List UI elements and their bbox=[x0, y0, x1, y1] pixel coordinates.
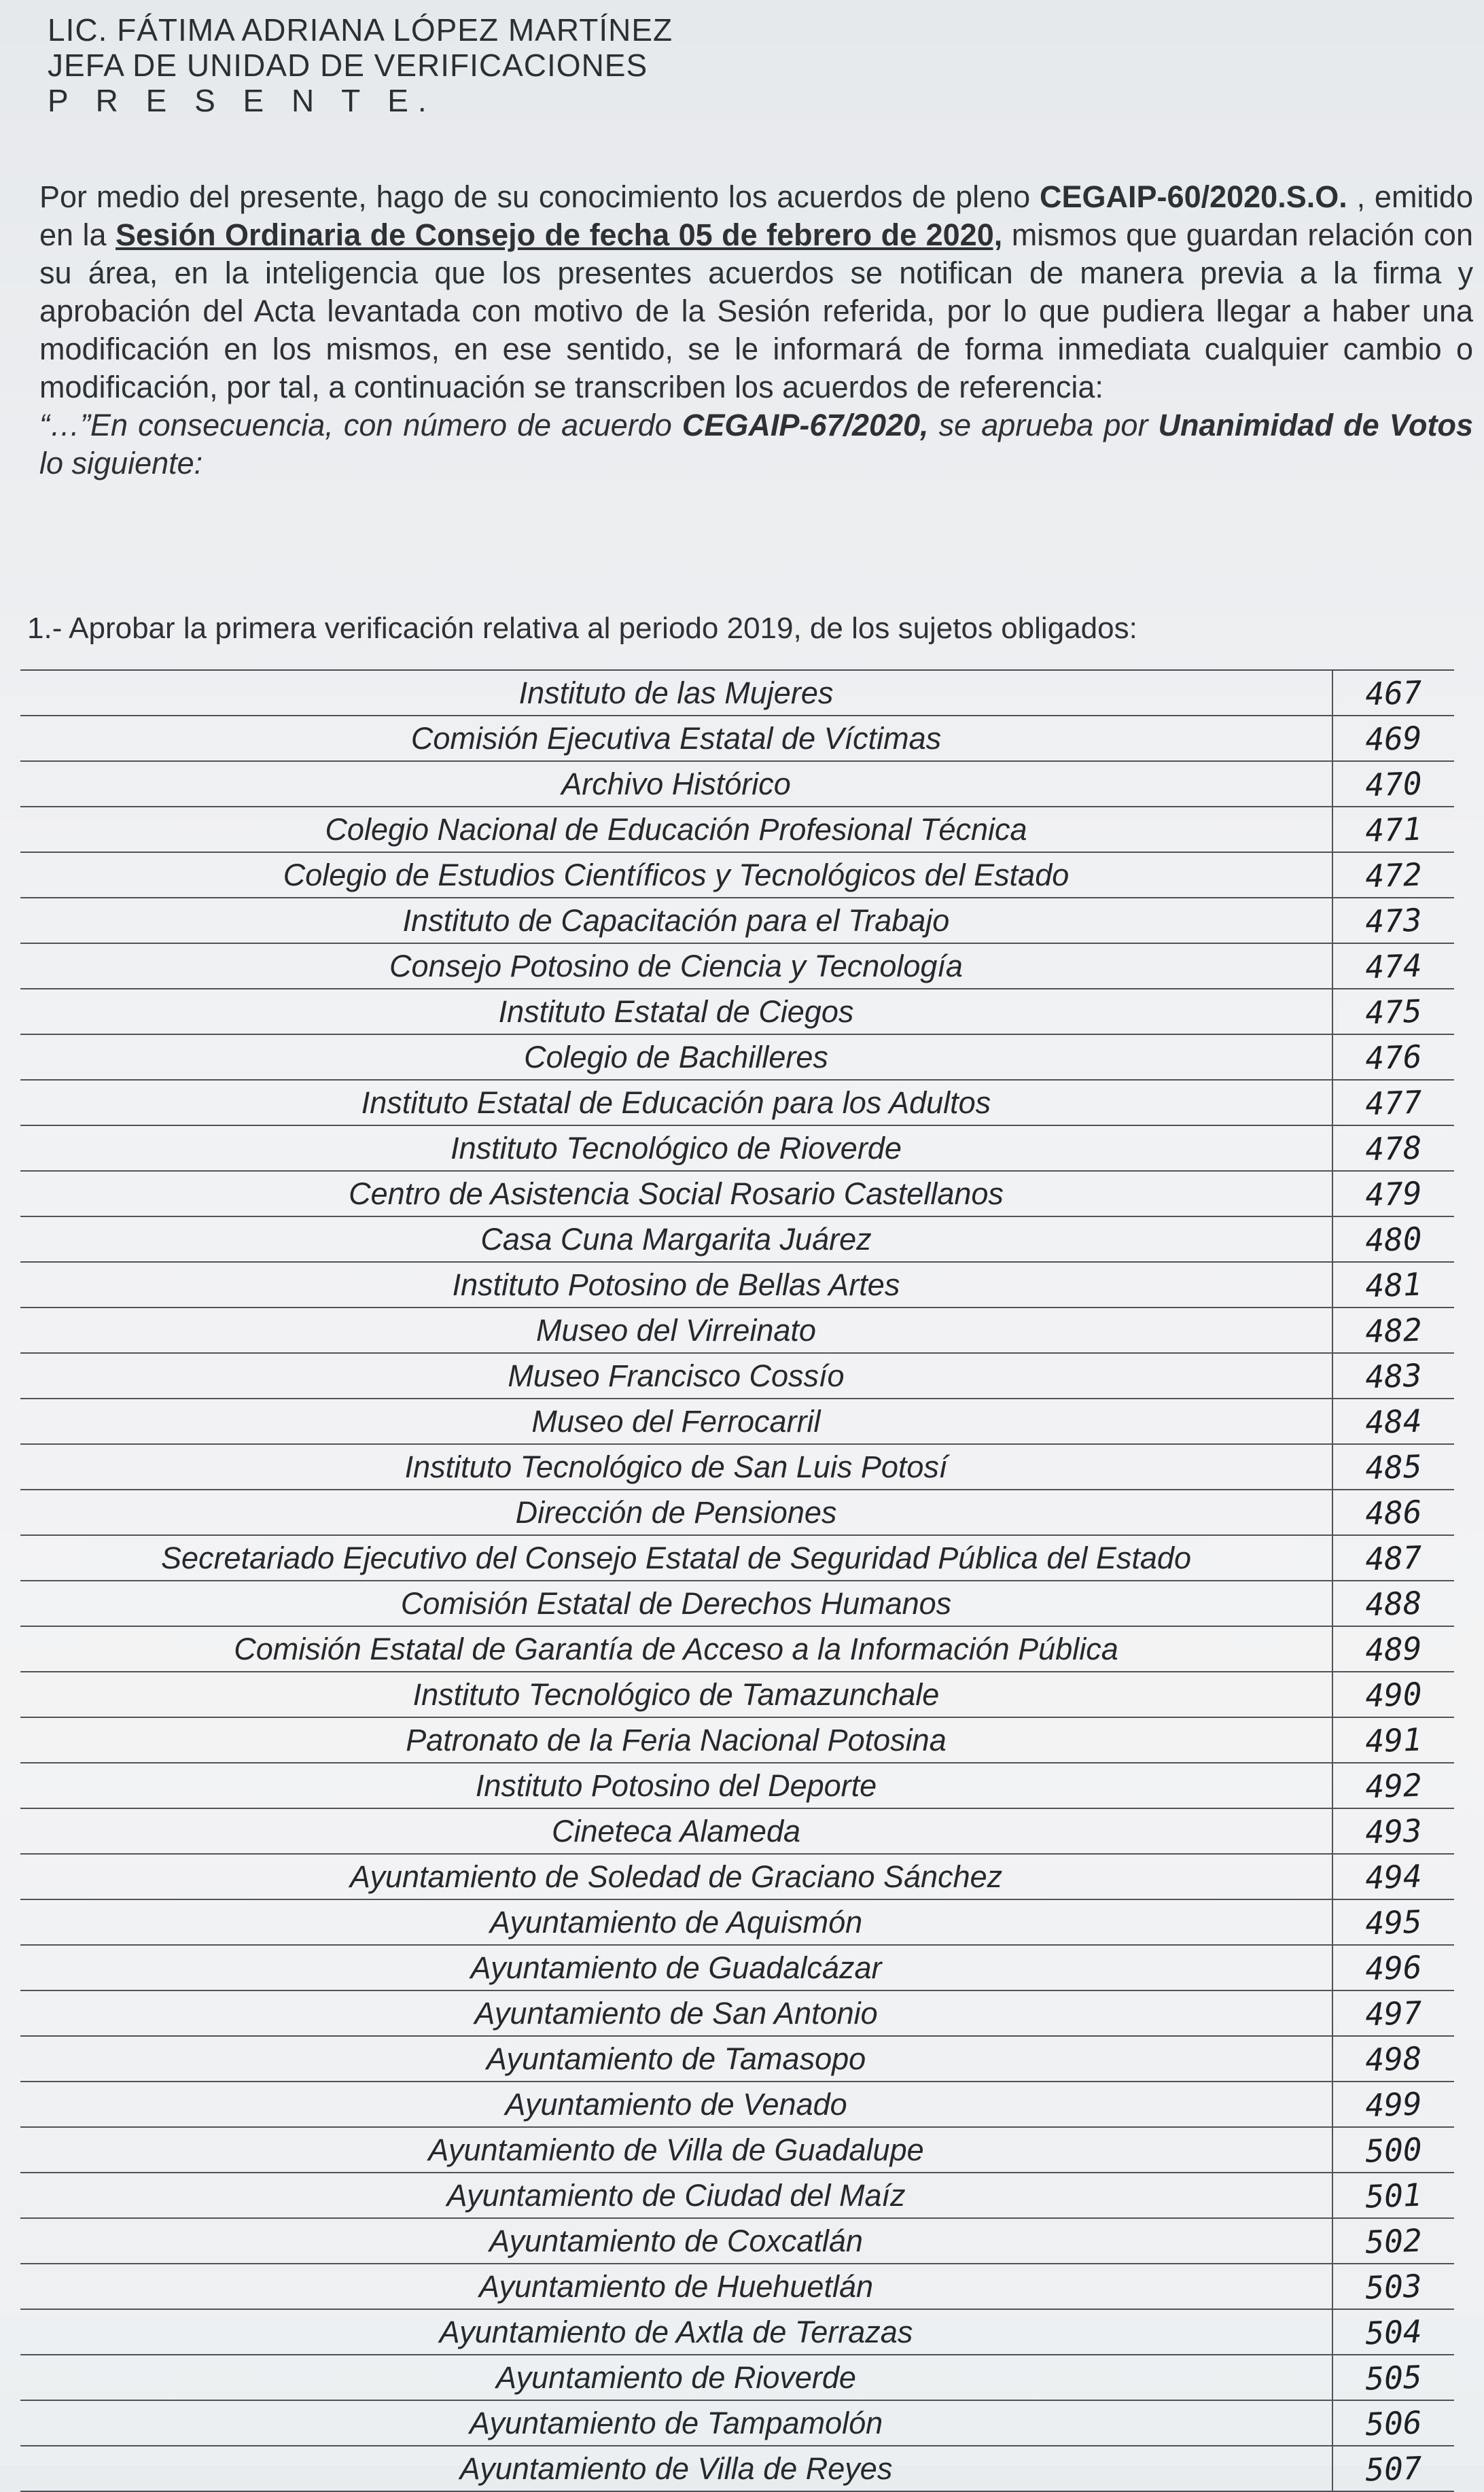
subject-name: Comisión Estatal de Derechos Humanos bbox=[20, 1581, 1333, 1626]
handwritten-number: 505 bbox=[1364, 2358, 1423, 2397]
handwritten-number: 498 bbox=[1364, 2039, 1423, 2078]
table-row bbox=[20, 2264, 1454, 2310]
subject-name: Ayuntamiento de Soledad de Graciano Sánchez bbox=[20, 1855, 1333, 1899]
handwritten-number: 487 bbox=[1364, 1539, 1423, 1577]
table-row bbox=[20, 762, 1454, 807]
table-row bbox=[20, 1217, 1454, 1263]
presente-label: P R E S E N T E. bbox=[48, 83, 436, 118]
handwritten-number: 484 bbox=[1364, 1402, 1423, 1441]
table-row bbox=[20, 2128, 1454, 2173]
handwritten-number: 481 bbox=[1364, 1265, 1423, 1304]
p1-text-a: Por medio del presente, hago de su conocimiento los acuerdos de pleno bbox=[39, 179, 1040, 214]
subject-name: Ayuntamiento de Axtla de Terrazas bbox=[20, 2310, 1333, 2354]
subject-name: Museo Francisco Cossío bbox=[20, 1354, 1333, 1398]
table-row bbox=[20, 1354, 1454, 1399]
subject-name: Ayuntamiento de Villa de Guadalupe bbox=[20, 2128, 1333, 2172]
subject-name: Museo del Virreinato bbox=[20, 1308, 1333, 1352]
handwritten-number: 506 bbox=[1364, 2404, 1423, 2442]
p1-text-e: mismos que guardan relación con su área, en la inteligencia que los presentes acuerdos se notifican de manera previa a la firma y aprobación del Acta levantada con motivo de la Sesión referida, por lo que pudiera llegar a haber una modificación en los mismos, en ese sentido, se le informará de forma inmediata cualquier cambio o modificación, por tal, a continuación se transcriben los acuerdos de referencia: bbox=[39, 217, 1473, 404]
table-row bbox=[20, 807, 1454, 853]
subject-name: Museo del Ferrocarril bbox=[20, 1399, 1333, 1443]
table-row bbox=[20, 1946, 1454, 1991]
handwritten-number: 478 bbox=[1364, 1129, 1423, 1168]
handwritten-number: 480 bbox=[1364, 1220, 1423, 1259]
handwritten-number: 482 bbox=[1364, 1311, 1423, 1350]
handwritten-number: 485 bbox=[1364, 1447, 1423, 1486]
subject-name: Instituto Potosino de Bellas Artes bbox=[20, 1263, 1333, 1307]
unanimity-label: Unanimidad de Votos bbox=[1158, 408, 1473, 442]
handwritten-number: 492 bbox=[1364, 1766, 1423, 1805]
handwritten-number: 490 bbox=[1364, 1675, 1423, 1714]
subject-name: Instituto de las Mujeres bbox=[20, 671, 1333, 715]
table-row bbox=[20, 1855, 1454, 1900]
handwritten-number: 477 bbox=[1364, 1083, 1423, 1122]
table-row bbox=[20, 716, 1454, 762]
subject-name: Instituto de Capacitación para el Trabajo bbox=[20, 898, 1333, 943]
paragraph-notice bbox=[39, 178, 1473, 406]
subject-name: Colegio de Estudios Científicos y Tecnológicos del Estado bbox=[20, 853, 1333, 897]
session-date: Sesión Ordinaria de Consejo de fecha 05 de febrero de 2020, bbox=[116, 217, 1003, 252]
handwritten-number: 467 bbox=[1364, 673, 1423, 712]
subject-name: Comisión Estatal de Garantía de Acceso a la Información Pública bbox=[20, 1627, 1333, 1671]
obligated-subjects-table bbox=[20, 669, 1454, 2492]
handwritten-number: 504 bbox=[1364, 2313, 1423, 2351]
table-row bbox=[20, 1399, 1454, 1445]
handwritten-number: 497 bbox=[1364, 1994, 1423, 2033]
subject-name: Consejo Potosino de Ciencia y Tecnología bbox=[20, 944, 1333, 988]
subject-name: Colegio Nacional de Educación Profesional Técnica bbox=[20, 807, 1333, 852]
handwritten-number: 495 bbox=[1364, 1903, 1423, 1942]
table-row bbox=[20, 1718, 1454, 1763]
subject-name: Casa Cuna Margarita Juárez bbox=[20, 1217, 1333, 1261]
handwritten-number: 499 bbox=[1364, 2085, 1423, 2124]
subject-name: Ayuntamiento de Huehuetlán bbox=[20, 2264, 1333, 2309]
subject-name: Instituto Estatal de Ciegos bbox=[20, 989, 1333, 1034]
table-row bbox=[20, 1126, 1454, 1172]
subject-name: Archivo Histórico bbox=[20, 762, 1333, 806]
table-row bbox=[20, 1308, 1454, 1354]
table-row bbox=[20, 1581, 1454, 1627]
p1-text-c: , emitido en la bbox=[39, 179, 1473, 252]
subject-name: Instituto Estatal de Educación para los Adultos bbox=[20, 1081, 1333, 1125]
handwritten-number: 503 bbox=[1364, 2267, 1423, 2306]
table-row bbox=[20, 1763, 1454, 1809]
table-row bbox=[20, 2037, 1454, 2082]
table-row bbox=[20, 1672, 1454, 1718]
subject-name: Dirección de Pensiones bbox=[20, 1490, 1333, 1534]
subject-name: Instituto Potosino del Deporte bbox=[20, 1763, 1333, 1808]
subject-name: Ayuntamiento de Villa de Reyes bbox=[20, 2446, 1333, 2491]
agreement-number: CEGAIP-60/2020.S.O. bbox=[1040, 179, 1347, 214]
subject-name: Ayuntamiento de Coxcatlán bbox=[20, 2219, 1333, 2263]
handwritten-number: 486 bbox=[1364, 1493, 1423, 1532]
handwritten-number: 479 bbox=[1364, 1174, 1423, 1213]
subject-name: Ayuntamiento de Tamasopo bbox=[20, 2037, 1333, 2081]
handwritten-number: 507 bbox=[1364, 2449, 1423, 2488]
table-row bbox=[20, 1490, 1454, 1536]
table-row bbox=[20, 1263, 1454, 1308]
subject-name: Secretariado Ejecutivo del Consejo Estatal de Seguridad Pública del Estado bbox=[20, 1536, 1333, 1580]
table-row bbox=[20, 671, 1454, 716]
table-row bbox=[20, 1035, 1454, 1081]
handwritten-number: 488 bbox=[1364, 1584, 1423, 1623]
subject-name: Instituto Tecnológico de Rioverde bbox=[20, 1126, 1333, 1170]
handwritten-number: 472 bbox=[1364, 856, 1423, 894]
handwritten-number: 500 bbox=[1364, 2130, 1423, 2169]
subject-name: Ayuntamiento de Tampamolón bbox=[20, 2401, 1333, 2445]
table-row bbox=[20, 2219, 1454, 2264]
subject-name: Instituto Tecnológico de San Luis Potosí bbox=[20, 1445, 1333, 1489]
table-row bbox=[20, 1081, 1454, 1126]
subject-name: Ayuntamiento de Rioverde bbox=[20, 2355, 1333, 2400]
subject-name: Ayuntamiento de San Antonio bbox=[20, 1991, 1333, 2035]
subject-name: Colegio de Bachilleres bbox=[20, 1035, 1333, 1079]
handwritten-number: 493 bbox=[1364, 1812, 1423, 1850]
table-row bbox=[20, 898, 1454, 944]
handwritten-number: 501 bbox=[1364, 2176, 1423, 2215]
table-row bbox=[20, 944, 1454, 989]
table-row bbox=[20, 2173, 1454, 2219]
subject-name: Cineteca Alameda bbox=[20, 1809, 1333, 1853]
table-row bbox=[20, 1445, 1454, 1490]
table-row bbox=[20, 989, 1454, 1035]
handwritten-number: 502 bbox=[1364, 2222, 1423, 2260]
p2-text-e: lo siguiente: bbox=[39, 446, 203, 480]
subject-name: Instituto Tecnológico de Tamazunchale bbox=[20, 1672, 1333, 1717]
letter-body bbox=[39, 178, 1473, 482]
table-row bbox=[20, 2446, 1454, 2492]
handwritten-number: 491 bbox=[1364, 1721, 1423, 1759]
handwritten-number: 496 bbox=[1364, 1948, 1423, 1987]
handwritten-number: 475 bbox=[1364, 992, 1423, 1031]
handwritten-number: 470 bbox=[1364, 765, 1423, 803]
table-row bbox=[20, 1900, 1454, 1946]
list-intro: 1.- Aprobar la primera verificación relativa al periodo 2019, de los sujetos obligados: bbox=[27, 612, 1137, 645]
paragraph-agreement bbox=[39, 406, 1473, 482]
table-row bbox=[20, 1627, 1454, 1672]
p2-text-a: “…”En consecuencia, con número de acuerdo bbox=[39, 408, 682, 442]
handwritten-number: 489 bbox=[1364, 1630, 1423, 1668]
table-row bbox=[20, 2401, 1454, 2446]
p2-text-c: se aprueba por bbox=[928, 408, 1159, 442]
addressee-name: LIC. FÁTIMA ADRIANA LÓPEZ MARTÍNEZ bbox=[48, 12, 673, 48]
table-row bbox=[20, 1172, 1454, 1217]
table-row bbox=[20, 1809, 1454, 1855]
handwritten-number: 474 bbox=[1364, 947, 1423, 985]
table-row bbox=[20, 1991, 1454, 2037]
handwritten-number: 494 bbox=[1364, 1857, 1423, 1896]
table-row bbox=[20, 2355, 1454, 2401]
addressee-title: JEFA DE UNIDAD DE VERIFICACIONES bbox=[48, 48, 648, 83]
subject-name: Patronato de la Feria Nacional Potosina bbox=[20, 1718, 1333, 1762]
handwritten-number: 473 bbox=[1364, 901, 1423, 940]
subject-name: Ayuntamiento de Venado bbox=[20, 2082, 1333, 2126]
handwritten-number: 483 bbox=[1364, 1356, 1423, 1395]
subject-name: Ayuntamiento de Aquismón bbox=[20, 1900, 1333, 1944]
subject-name: Ayuntamiento de Ciudad del Maíz bbox=[20, 2173, 1333, 2217]
table-row bbox=[20, 2082, 1454, 2128]
subject-name: Ayuntamiento de Guadalcázar bbox=[20, 1946, 1333, 1990]
handwritten-number: 471 bbox=[1364, 810, 1423, 849]
subject-name: Centro de Asistencia Social Rosario Castellanos bbox=[20, 1172, 1333, 1216]
subject-name: Comisión Ejecutiva Estatal de Víctimas bbox=[20, 716, 1333, 760]
agreement-67-number: CEGAIP-67/2020, bbox=[682, 408, 929, 442]
handwritten-number: 476 bbox=[1364, 1038, 1423, 1076]
table-row bbox=[20, 853, 1454, 898]
handwritten-number: 469 bbox=[1364, 719, 1423, 758]
table-row bbox=[20, 1536, 1454, 1581]
addressee-block bbox=[48, 12, 673, 118]
table-row bbox=[20, 2310, 1454, 2355]
